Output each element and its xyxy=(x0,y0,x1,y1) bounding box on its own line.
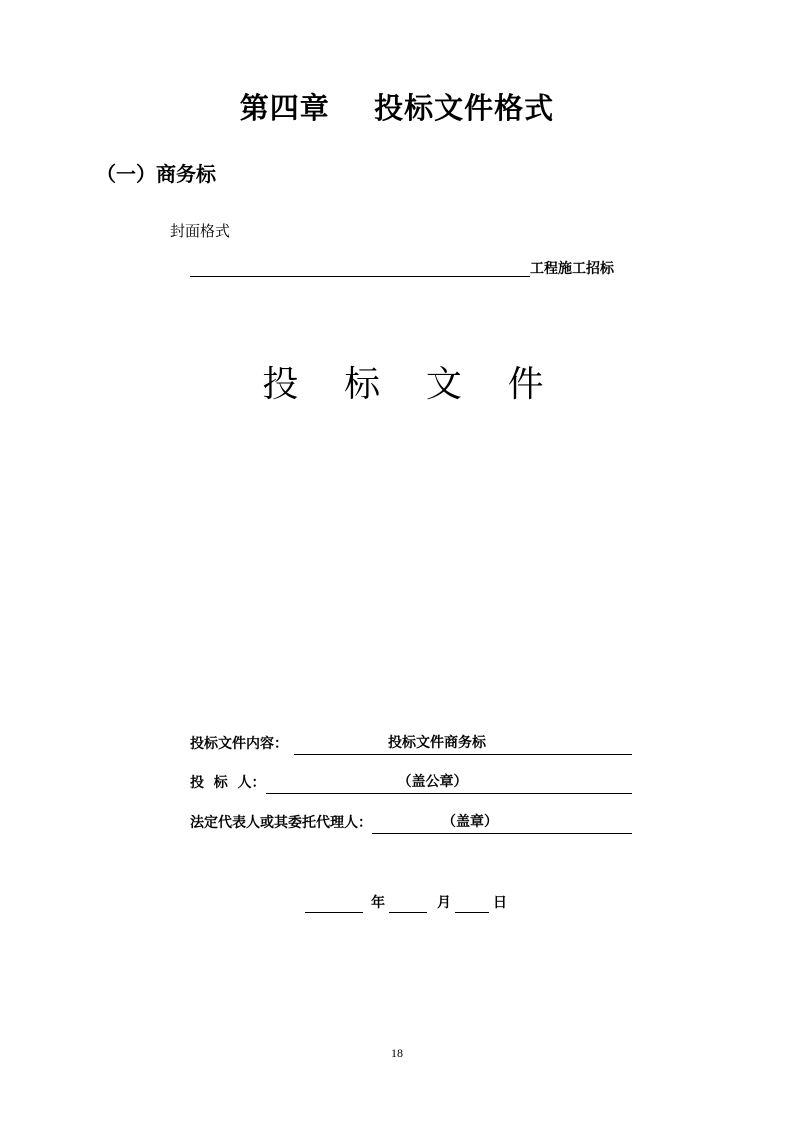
chapter-title: 第四章 投标文件格式 xyxy=(239,91,555,125)
year-unit: 年 xyxy=(371,895,385,911)
project-name-blank[interactable] xyxy=(190,256,530,277)
project-suffix: 工程施工招标 xyxy=(530,261,614,277)
section-heading: （一）商务标 xyxy=(96,162,216,186)
bidder-row xyxy=(190,772,632,794)
day-blank[interactable] xyxy=(455,894,489,913)
month-blank[interactable] xyxy=(389,894,427,913)
content-field[interactable] xyxy=(294,734,632,755)
content-value: 投标文件商务标 xyxy=(388,735,486,751)
day-unit: 日 xyxy=(493,895,507,911)
cover-format-label: 封面格式 xyxy=(170,222,231,240)
content-row xyxy=(190,733,632,755)
bidder-field[interactable] xyxy=(266,773,633,794)
representative-row xyxy=(190,812,632,834)
representative-field[interactable] xyxy=(372,813,632,834)
page-number: 18 xyxy=(391,1046,403,1060)
date-row xyxy=(305,891,511,913)
bidder-label: 投 标 人： xyxy=(190,775,266,791)
representative-seal-note: （盖章） xyxy=(442,814,498,830)
month-unit: 月 xyxy=(437,895,451,911)
content-label: 投标文件内容： xyxy=(190,736,288,752)
year-blank[interactable] xyxy=(305,894,363,913)
document-title: 投 标 文 件 xyxy=(262,364,544,405)
representative-label: 法定代表人或其委托代理人： xyxy=(190,815,372,831)
bidder-seal-note: （盖公章） xyxy=(397,774,468,790)
